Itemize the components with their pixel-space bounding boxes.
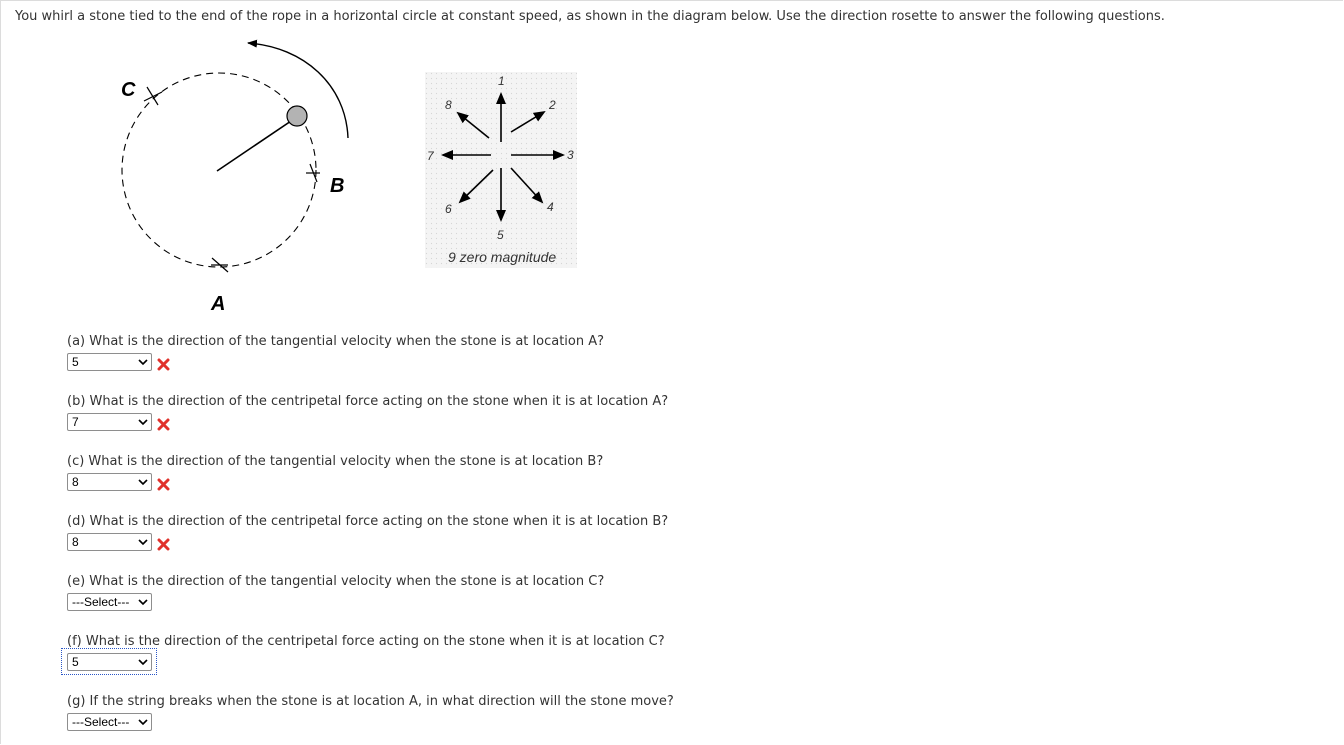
- label-b: B: [330, 175, 345, 197]
- incorrect-icon: [157, 418, 170, 431]
- rosette-label-1: 1: [498, 74, 505, 88]
- marker-c: [144, 87, 162, 105]
- question-d-select[interactable]: [67, 533, 152, 551]
- question-g-select[interactable]: [67, 713, 152, 731]
- chevron-down-icon: [138, 356, 148, 368]
- question-e-select[interactable]: [67, 593, 152, 611]
- rosette-label-4: 4: [547, 200, 554, 214]
- question-a-select[interactable]: [67, 353, 152, 371]
- question-f-value: 5: [72, 655, 79, 669]
- marker-a: [211, 258, 228, 272]
- marker-b: [306, 164, 320, 182]
- rosette-label-6: 6: [445, 202, 452, 216]
- chevron-down-icon: [138, 476, 148, 488]
- chevron-down-icon: [138, 716, 148, 728]
- question-b-select[interactable]: [67, 413, 152, 431]
- stone: [287, 106, 307, 126]
- question-c-select[interactable]: [67, 473, 152, 491]
- rosette-label-5: 5: [497, 228, 504, 242]
- question-b-value: 7: [72, 415, 79, 429]
- question-b-text: (b) What is the direction of the centripetal force acting on the stone when it is at location A?: [67, 394, 669, 409]
- rosette-label-8: 8: [445, 98, 452, 112]
- question-d-text: (d) What is the direction of the centripetal force acting on the stone when it is at location B?: [67, 514, 669, 529]
- question-a-value: 5: [72, 355, 79, 369]
- chevron-down-icon: [138, 416, 148, 428]
- chevron-down-icon: [138, 596, 148, 608]
- rosette-label-7: 7: [427, 149, 434, 163]
- question-d-value: 8: [72, 535, 79, 549]
- question-e-value: ---Select---: [72, 595, 130, 609]
- question-c-text: (c) What is the direction of the tangential velocity when the stone is at location B?: [67, 454, 604, 469]
- circular-motion-diagram: [100, 30, 380, 320]
- rosette-zero-label: 9 zero magnitude: [448, 249, 557, 265]
- question-f-select[interactable]: [67, 653, 152, 671]
- question-a-text: (a) What is the direction of the tangential velocity when the stone is at location A?: [67, 334, 605, 349]
- incorrect-icon: [157, 478, 170, 491]
- direction-rosette: [425, 72, 577, 268]
- rosette-label-2: 2: [549, 98, 556, 112]
- question-e-text: (e) What is the direction of the tangential velocity when the stone is at location C?: [67, 574, 605, 589]
- question-f-text: (f) What is the direction of the centripetal force acting on the stone when it is at location C?: [67, 634, 665, 649]
- incorrect-icon: [157, 538, 170, 551]
- intro-text: You whirl a stone tied to the end of the rope in a horizontal circle at constant speed, as shown in the diagram below. Use the direction rosette to answer the following questions.: [15, 9, 1165, 24]
- question-g-text: (g) If the string breaks when the stone is at location A, in what direction will the stone move?: [67, 694, 674, 709]
- incorrect-icon: [157, 358, 170, 371]
- rosette-label-3: 3: [567, 148, 574, 162]
- label-c: C: [121, 79, 136, 101]
- rope: [217, 119, 294, 171]
- question-c-value: 8: [72, 475, 79, 489]
- chevron-down-icon: [138, 536, 148, 548]
- label-a: A: [211, 293, 226, 315]
- question-g-value: ---Select---: [72, 715, 130, 729]
- chevron-down-icon: [138, 656, 148, 668]
